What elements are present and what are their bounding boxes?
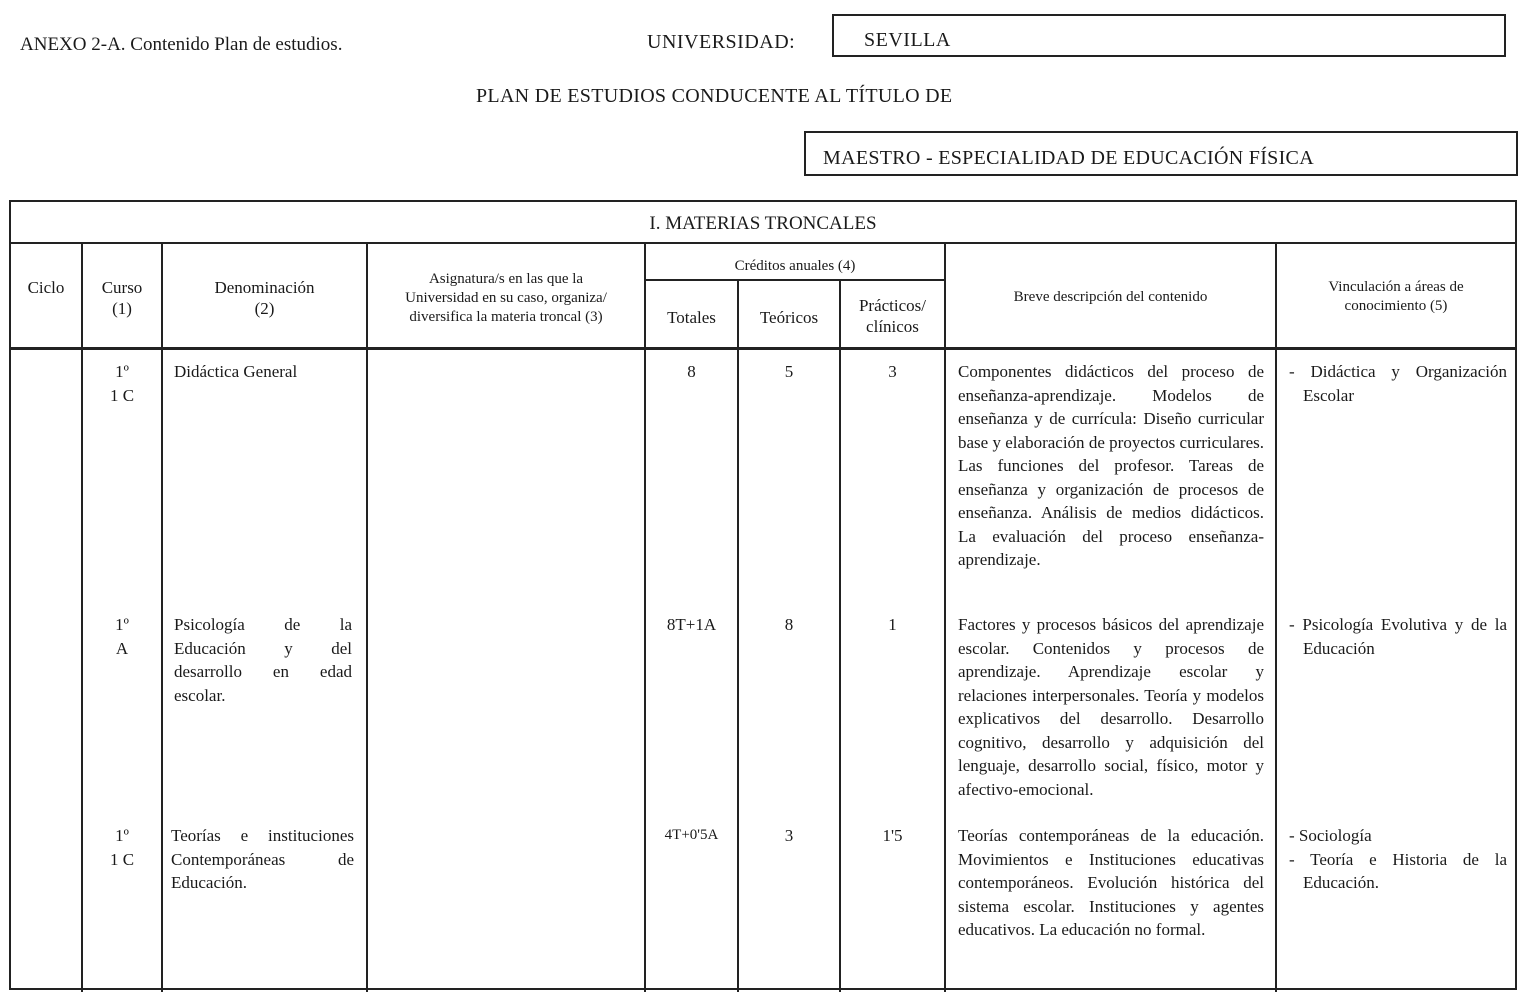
header-vinculacion: Vinculación a áreas de conocimiento (5) xyxy=(1328,279,1464,314)
row1-teoricos: 5 xyxy=(784,362,794,381)
section-title: I. MATERIAS TRONCALES xyxy=(649,213,877,234)
row1-totales: 8 xyxy=(687,362,696,381)
degree-value: MAESTRO - ESPECIALIDAD DE EDUCACIÓN FÍSICA xyxy=(823,147,1314,169)
header-teoricos: Teóricos xyxy=(759,308,819,327)
header-descripcion: Breve descripción del contenido xyxy=(1013,289,1208,305)
row3-curso: 1º 1 C xyxy=(109,826,135,869)
area-item: - Didáctica y Organización Escolar xyxy=(1289,362,1507,405)
divider xyxy=(11,347,1515,350)
divider xyxy=(11,242,1515,244)
header-ciclo: Ciclo xyxy=(27,278,65,297)
row1-practicos: 3 xyxy=(888,362,897,381)
area-item: - Teoría e Historia de la Educación. xyxy=(1289,849,1507,892)
row2-totales: 8T+1A xyxy=(666,615,717,634)
row3-practicos: 1'5 xyxy=(882,826,903,845)
header-asignaturas: Asignatura/s en las que la Universidad en su caso, organiza/ diversifica la materia troncal (3) xyxy=(405,271,607,325)
row3-areas xyxy=(1289,824,1507,895)
header-denominacion: Denominación (2) xyxy=(214,278,315,318)
row2-denominacion: Psicología de la Educación y del desarrollo en edad escolar. xyxy=(174,615,352,705)
university-value: SEVILLA xyxy=(864,29,951,51)
row2-areas xyxy=(1289,613,1507,660)
area-item: - Sociología xyxy=(1289,826,1372,845)
row1-descripcion: Componentes didácticos del proceso de enseñanza-aprendizaje. Modelos de enseñanza y de currícula: Diseño curricular base y elaboración de proyectos curriculares. Las funciones del profesor. Tareas de enseñanza y organización de procesos de enseñanza. Análisis de medios didácticos. La evaluación del proceso enseñanza-aprendizaje. xyxy=(958,362,1264,569)
row3-descripcion: Teorías contemporáneas de la educación. Movimientos e Instituciones educativas contemporáneos. Evolución histórica del sistema escolar. Instituciones y agentes educativos. La educación no formal. xyxy=(958,826,1264,939)
col-divider xyxy=(944,242,946,992)
university-label: UNIVERSIDAD: xyxy=(647,31,796,53)
degree-box xyxy=(804,131,1518,176)
col-divider xyxy=(366,242,368,992)
header-curso: Curso (1) xyxy=(101,278,143,318)
row2-descripcion: Factores y procesos básicos del aprendizaje escolar. Contenidos y procesos de aprendizaje. Aprendizaje escolar y relaciones interpersonales. Teoría y modelos explicativos del desarrollo. Desarrollo cognitivo, desarrollo y adquisición del lenguaje, desarrollo social, físico, motor y afectivo-emocional. xyxy=(958,615,1264,799)
annex-title: ANEXO 2-A. Contenido Plan de estudios. xyxy=(20,34,343,55)
divider xyxy=(645,279,945,281)
row2-curso: 1º A xyxy=(115,615,129,658)
header-totales: Totales xyxy=(667,308,716,327)
row1-curso: 1º 1 C xyxy=(109,362,135,405)
col-divider xyxy=(1275,242,1277,992)
row1-areas xyxy=(1289,360,1507,407)
header-creditos: Créditos anuales (4) xyxy=(734,258,856,274)
row3-totales: 4T+0'5A xyxy=(664,827,719,843)
materias-troncales-table xyxy=(9,200,1517,990)
header-practicos: Prácticos/ clínicos xyxy=(858,296,927,336)
row3-teoricos: 3 xyxy=(784,826,794,845)
row1-denominacion: Didáctica General xyxy=(174,362,298,381)
plan-title: PLAN DE ESTUDIOS CONDUCENTE AL TÍTULO DE xyxy=(476,85,953,107)
area-item: - Psicología Evolutiva y de la Educación xyxy=(1289,615,1507,658)
row3-denominacion: Teorías e instituciones Contemporáneas de Educación. xyxy=(171,826,354,892)
row2-practicos: 1 xyxy=(888,615,897,634)
university-box xyxy=(832,14,1506,57)
col-divider xyxy=(161,242,163,992)
row2-teoricos: 8 xyxy=(784,615,794,634)
